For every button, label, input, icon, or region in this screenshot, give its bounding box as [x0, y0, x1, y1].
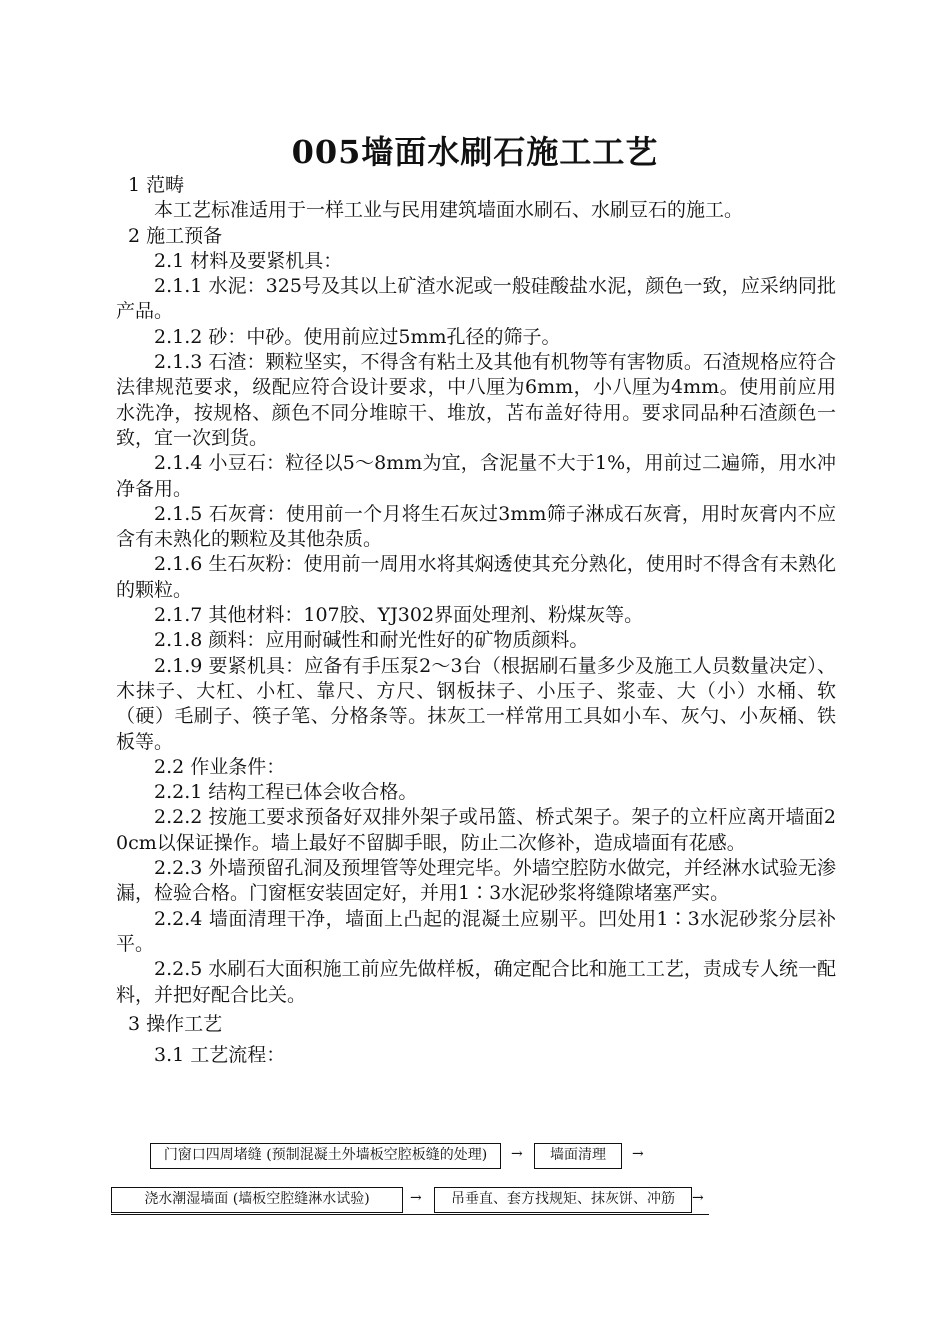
paragraph-2-2-4: 2.2.4 墙面清理干净，墙面上凸起的混凝土应剔平。凹处用1∶3水泥砂浆分层补平。 [116, 907, 836, 955]
flow-arrow-4: → [692, 1190, 704, 1206]
section-2-1-heading: 2.1 材料及要紧机具： [154, 249, 343, 272]
paragraph-2-2-2: 2.2.2 按施工要求预备好双排外架子或吊篮、桥式架子。架子的立杆应离开墙面20cm以保证操作。墙上最好不留脚手眼，防止二次修补，造成墙面有花感。 [116, 806, 836, 854]
document-body [116, 173, 836, 1068]
paragraph-2-1-5: 2.1.5 石灰膏：使用前一个月将生石灰过3mm筛子淋成石灰膏，用时灰膏内不应含有未熟化的颗粒及其他杂质。 [116, 502, 836, 551]
flow-arrow-1: → [511, 1146, 523, 1162]
paragraph-2-1-4: 2.1.4 小豆石：粒径以5～8mm为宜，含泥量不大于1%，用前过二遍筛，用水冲净备用。 [116, 452, 836, 500]
flow-underline [111, 1214, 709, 1215]
document-title: 005墙面水刷石施工工艺 [291, 133, 659, 171]
section-3-1-heading: 3.1 工艺流程： [154, 1044, 286, 1067]
paragraph-2-2-1: 2.2.1 结构工程已体会收合格。 [154, 781, 418, 804]
flow-step-seal-gaps: 门窗口四周堵缝 (预制混凝土外墙板空腔板缝的处理) [150, 1143, 501, 1169]
flow-arrow-2: → [632, 1146, 644, 1162]
paragraph-2-1-7: 2.1.7 其他材料：107胶、YJ302界面处理剂、粉煤灰等。 [154, 604, 644, 627]
paragraph-2-1-8: 2.1.8 颜料：应用耐碱性和耐光性好的矿物质颜料。 [154, 629, 589, 652]
flow-step-wet-wall: 浇水潮湿墙面 (墙板空腔缝淋水试验) [111, 1187, 403, 1213]
flow-step-clean-wall: 墙面清理 [534, 1143, 622, 1169]
paragraph-2-2-5: 2.2.5 水刷石大面积施工前应先做样板，确定配合比和施工工艺，责成专人统一配料，并把好配合比关。 [116, 958, 836, 1006]
section-1-paragraph: 本工艺标准适用于一样工业与民用建筑墙面水刷石、水刷豆石的施工。 [154, 199, 744, 222]
section-2-heading: 2 施工预备 [128, 224, 223, 247]
section-2-2-heading: 2.2 作业条件： [154, 755, 286, 778]
section-3-heading: 3 操作工艺 [128, 1012, 223, 1035]
paragraph-2-1-9: 2.1.9 要紧机具：应备有手压泵2～3台（根据刷石量多少及施工人员数量决定）、木抹子、大杠、小杠、靠尺、方尺、钢板抹子、小压子、浆壶、大（小）水桶、软（硬）毛刷子、筷子笔、分格条等。抹灰工一样常用工具如小车、灰勺、小灰桶、铁板等。 [116, 654, 836, 753]
paragraph-2-1-2: 2.1.2 砂：中砂。使用前应过5mm孔径的筛子。 [154, 325, 561, 348]
paragraph-2-2-3: 2.2.3 外墙预留孔洞及预埋管等处理完毕。外墙空腔防水做完，并经淋水试验无渗漏，检验合格。门窗框安装固定好，并用1∶3水泥砂浆将缝隙堵塞严实。 [116, 857, 836, 905]
section-1-heading: 1 范畴 [128, 174, 185, 196]
paragraph-2-1-3: 2.1.3 石渣：颗粒坚实，不得含有粘土及其他有机物等有害物质。石渣规格应符合法律规范要求，级配应符合设计要求，中八厘为6mm，小八厘为4mm。使用前应用水洗净，按规格、颜色不同分堆晾干、堆放，苫布盖好待用。要求同品种石渣颜色一致，宜一次到货。 [116, 351, 836, 449]
paragraph-2-1-1: 2.1.1 水泥：325号及其以上矿渣水泥或一般硅酸盐水泥，颜色一致，应采纳同批产品。 [116, 275, 836, 323]
paragraph-2-1-6: 2.1.6 生石灰粉：使用前一周用水将其焖透使其充分熟化，使用时不得含有未熟化的颗粒。 [116, 553, 836, 601]
flow-step-plumb-and-square: 吊垂直、套方找规矩、抹灰饼、冲筋 [434, 1187, 692, 1213]
flow-arrow-3: → [410, 1190, 422, 1206]
